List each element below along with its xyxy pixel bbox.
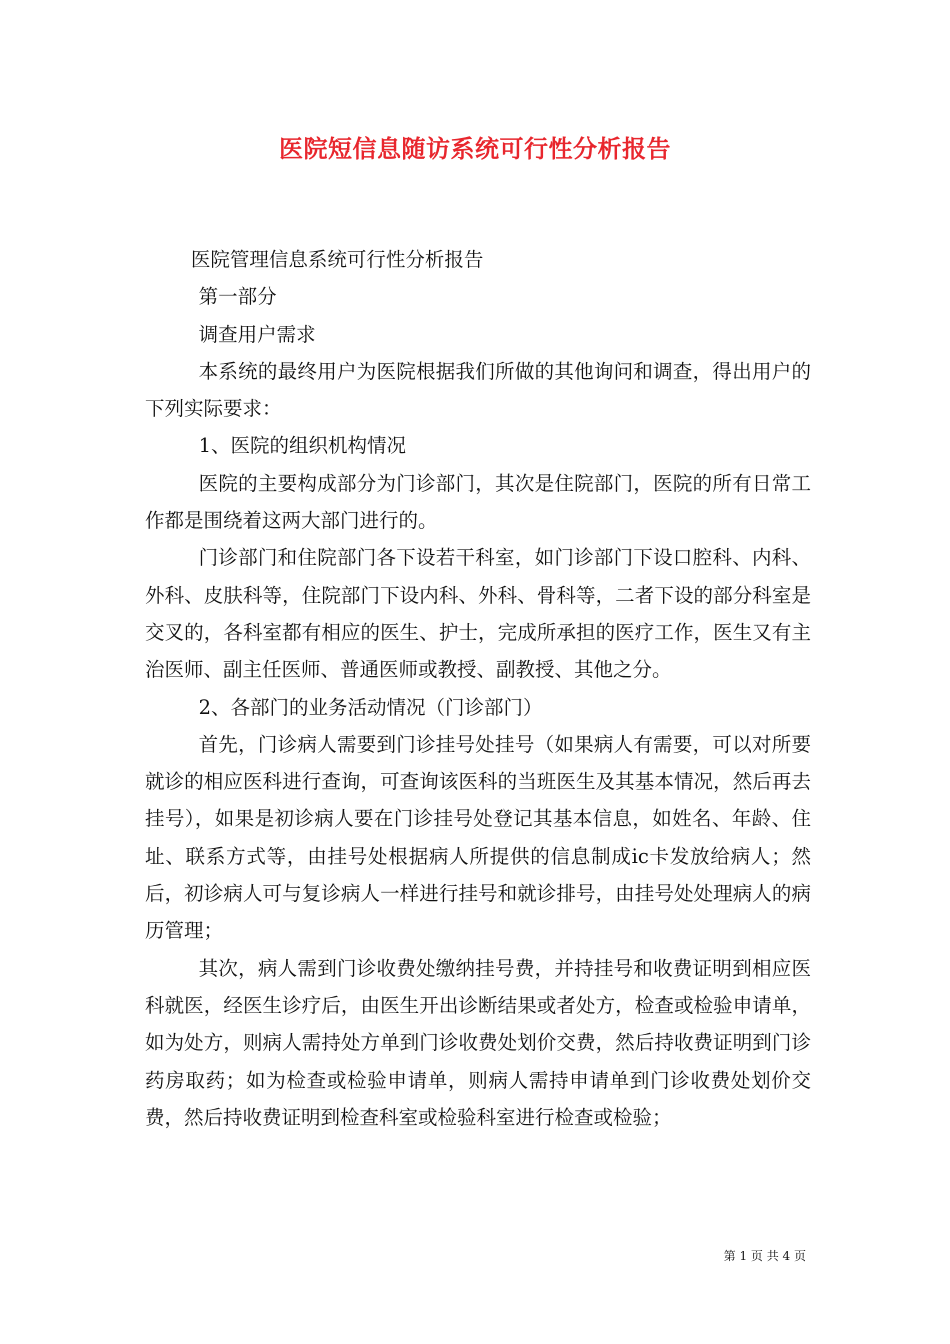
paragraph-payment-process: 其次，病人需到门诊收费处缴纳挂号费，并持挂号和收费证明到相应医科就医，经医生诊疗后，由医生开出诊断结果或者处方，检查或检验申请单，如为处方，则病人需持处方单到门诊收费处划价交费，然后持收费证明到门诊药房取药；如为检查或检验申请单，则病人需持申请单到门诊收费处划价交费，然后持收费证明到检查科室或检验科室进行检查或检验； bbox=[145, 956, 811, 1129]
paragraph-main-departments: 医院的主要构成部分为门诊部门，其次是住院部门，医院的所有日常工作都是围绕着这两大部门进行的。 bbox=[145, 471, 811, 533]
paragraph-survey-heading: 调查用户需求 bbox=[198, 322, 316, 346]
paragraph-part-one: 第一部分 bbox=[198, 285, 277, 309]
paragraph-report-name: 医院管理信息系统可行性分析报告 bbox=[190, 248, 484, 271]
paragraph-section-1-heading: 1、医院的组织机构情况 bbox=[198, 434, 407, 458]
paragraph-registration-process: 首先，门诊病人需要到门诊挂号处挂号（如果病人有需要，可以对所要就诊的相应医科进行查询，可查询该医科的当班医生及其基本情况，然后再去挂号），如果是初诊病人要在门诊挂号处登记其基本信息，如姓名、年龄、住址、联系方式等，由挂号处根据病人所提供的信息制成ic卡发放给病人；然后，初诊病人可与复诊病人一样进行挂号和就诊排号，由挂号处处理病人的病历管理； bbox=[145, 732, 811, 943]
document-body bbox=[145, 241, 811, 1136]
page-number-footer: 第 1 页 共 4 页 bbox=[723, 1249, 806, 1263]
document-title: 医院短信息随访系统可行性分析报告 bbox=[279, 134, 671, 163]
paragraph-section-2-heading: 2、各部门的业务活动情况（门诊部门） bbox=[198, 695, 543, 719]
paragraph-departments-detail: 门诊部门和住院部门各下设若干科室，如门诊部门下设口腔科、内科、外科、皮肤科等，住院部门下设内科、外科、骨科等，二者下设的部分科室是交叉的，各科室都有相应的医生、护士，完成所承担的医疗工作，医生又有主治医师、副主任医师、普通医师或教授、副教授、其他之分。 bbox=[145, 546, 811, 682]
paragraph-user-requirements: 本系统的最终用户为医院根据我们所做的其他询问和调查，得出用户的下列实际要求： bbox=[145, 359, 811, 421]
